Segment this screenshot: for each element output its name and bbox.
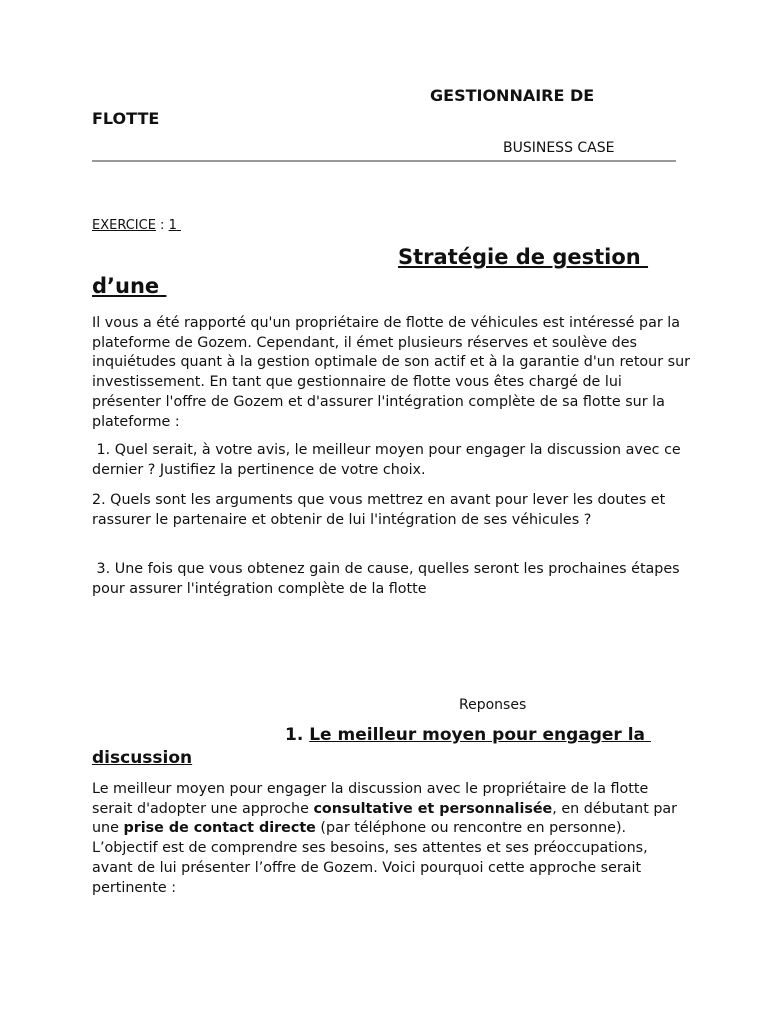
answer-heading-text: Le meilleur moyen pour engager la — [309, 725, 651, 745]
answer-text-1: Le meilleur moyen pour engager la discussion avec le propriétaire de la flotte serait d'adopter une approche — [92, 781, 649, 817]
document-title-line2: FLOTTE — [92, 109, 160, 128]
answer-heading-line2: discussion — [92, 748, 193, 768]
answer-heading-number: 1. — [285, 725, 310, 745]
section-heading-line2: d’une — [92, 274, 167, 298]
intro-paragraph: Il vous a été rapporté qu'un propriétaire de flotte de véhicules est intéressé par la plateforme de Gozem. Cependant, il émet plusieurs réserves et soulève des inquiétudes quant à la gestion optimale de son actif et à la garantie d'un retour sur investissement. En tant que gestionnaire de flotte vous êtes chargé de lui présenter l'offre de Gozem et d'assurer l'intégration complète de sa flotte sur la plateforme : — [92, 315, 691, 430]
answer-bold-1: consultative et personnalisée — [313, 800, 553, 817]
header-divider — [92, 160, 676, 162]
answer-text-3: (par téléphone ou rencontre en personne). L’objectif est de comprendre ses besoins, ses attentes et ses préoccupations, avant de lui présenter l’offre de Gozem. Voici pourquoi cette approche serait pertinente : — [92, 820, 648, 896]
answer-bold-2: prise de contact directe — [123, 820, 316, 837]
exercise-label — [92, 218, 181, 233]
document-subtitle: BUSINESS CASE — [503, 140, 615, 156]
answer-heading-line1 — [285, 725, 651, 745]
answer-text-2: , en débutant par une — [92, 800, 678, 837]
question-1: 1. Quel serait, à votre avis, le meilleur moyen pour engager la discussion avec ce dernier ? Justifiez la pertinence de votre choix. — [92, 442, 686, 478]
section-heading-line1: Stratégie de gestion — [398, 245, 649, 269]
responses-label: Reponses — [459, 697, 527, 713]
question-2: 2. Quels sont les arguments que vous mettrez en avant pour lever les doutes et rassurer le partenaire et obtenir de lui l'intégration de ses véhicules ? — [92, 492, 666, 528]
document-title-line1: GESTIONNAIRE DE — [430, 86, 595, 105]
question-3: 3. Une fois que vous obtenez gain de cause, quelles seront les prochaines étapes pour assurer l'intégration complète de la flotte — [92, 561, 685, 597]
exercise-number: 1 — [168, 218, 177, 233]
exercise-word: EXERCICE — [92, 218, 156, 233]
answer-paragraph — [92, 780, 692, 898]
exercise-separator: : — [155, 218, 169, 233]
